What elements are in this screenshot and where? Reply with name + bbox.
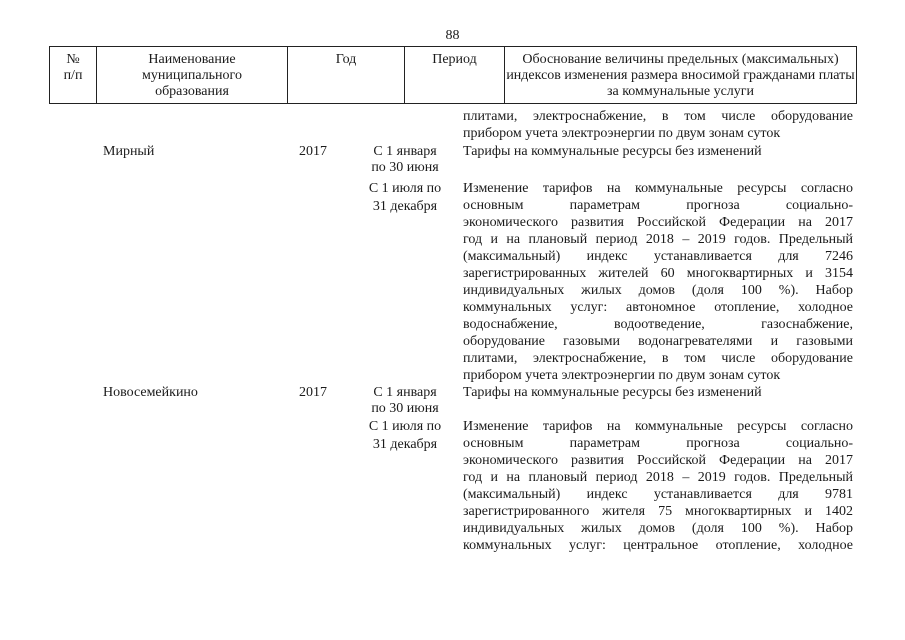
header-name (96, 47, 287, 103)
basis-line: Изменение тарифов на коммунальные ресурсы согласно (463, 181, 853, 196)
period-line: по 30 июня (371, 160, 439, 175)
basis-line: индивидуальных жилых домов (доля 100 %). Набор (463, 283, 853, 298)
basis-line: (максимальный) индекс устанавливается для 9781 (463, 487, 853, 502)
header-name-line: Наименование (148, 52, 236, 67)
basis-line: индивидуальных жилых домов (доля 100 %). Набор (463, 521, 853, 536)
basis-line: коммунальных услуг: автономное отопление, холодное (463, 300, 853, 315)
header-period-line: Период (432, 52, 477, 67)
period-line: С 1 июля по (368, 419, 442, 434)
basis-line: оборудование газовыми водонагревателями и газовыми (463, 334, 853, 349)
period-line: С 1 января (373, 144, 437, 159)
basis-line: прибором учета электроэнергии по двум зонам суток (463, 368, 781, 383)
basis-line: коммунальных услуг: центральное отопление, холодное (463, 538, 853, 553)
basis-line: год и на плановый период 2018 – 2019 годов. Предельный (463, 470, 853, 485)
header-basis-line: Обоснование величины предельных (максимальных) (522, 52, 839, 67)
basis-line: плитами, электроснабжение, в том числе оборудование (463, 351, 853, 366)
period-second-half (360, 418, 450, 454)
header-name-line: муниципального (142, 68, 242, 83)
period-line: 31 декабря (372, 437, 438, 452)
basis-second-half (463, 180, 853, 384)
header-name-line: образования (155, 84, 229, 99)
basis-line: основным параметрам прогноза социально- (463, 436, 853, 451)
basis-line: экономического развития Российской Федерации на 2017 (463, 453, 853, 468)
basis-line: год и на плановый период 2018 – 2019 годов. Предельный (463, 232, 853, 247)
basis-first-half: Тарифы на коммунальные ресурсы без изменений (463, 144, 762, 159)
table-header (49, 46, 857, 104)
header-basis (504, 47, 857, 103)
basis-line: водоснабжение, водоотведение, газоснабжение, (463, 317, 853, 332)
basis-line: (максимальный) индекс устанавливается для 7246 (463, 249, 853, 264)
municipality-name: Мирный (103, 144, 155, 159)
municipality-name: Новосемейкино (103, 385, 198, 400)
header-num (49, 47, 96, 103)
basis-first-half: Тарифы на коммунальные ресурсы без изменений (463, 385, 762, 400)
basis-line: зарегистрированных жителей 60 многоквартирных и 3154 (463, 266, 853, 281)
basis-line: основным параметрам прогноза социально- (463, 198, 853, 213)
header-basis-line: за коммунальные услуги (606, 84, 755, 99)
header-num-line: № (66, 52, 80, 67)
basis-line: экономического развития Российской Федерации на 2017 (463, 215, 853, 230)
continuation-basis (463, 108, 853, 142)
header-basis-line: индексов изменения размера вносимой гражданами платы (506, 68, 855, 83)
period-first-half (360, 385, 450, 417)
header-period (404, 47, 504, 103)
page-number: 88 (445, 28, 460, 43)
basis-line: прибором учета электроэнергии по двум зонам суток (463, 126, 781, 141)
basis-line: плитами, электроснабжение, в том числе оборудование (463, 109, 853, 124)
period-line: по 30 июня (371, 401, 439, 416)
period-first-half (360, 144, 450, 176)
basis-line: Изменение тарифов на коммунальные ресурсы согласно (463, 419, 853, 434)
period-line: С 1 июля по (368, 181, 442, 196)
basis-line: зарегистрированного жителя 75 многоквартирных и 1402 (463, 504, 853, 519)
period-line: С 1 января (373, 385, 437, 400)
header-num-line: п/п (63, 68, 83, 83)
period-line: 31 декабря (372, 199, 438, 214)
header-year (287, 47, 404, 103)
year-value: 2017 (299, 385, 327, 400)
basis-second-half (463, 418, 853, 554)
period-second-half (360, 180, 450, 216)
year-value: 2017 (299, 144, 327, 159)
header-year-line: Год (335, 52, 357, 67)
